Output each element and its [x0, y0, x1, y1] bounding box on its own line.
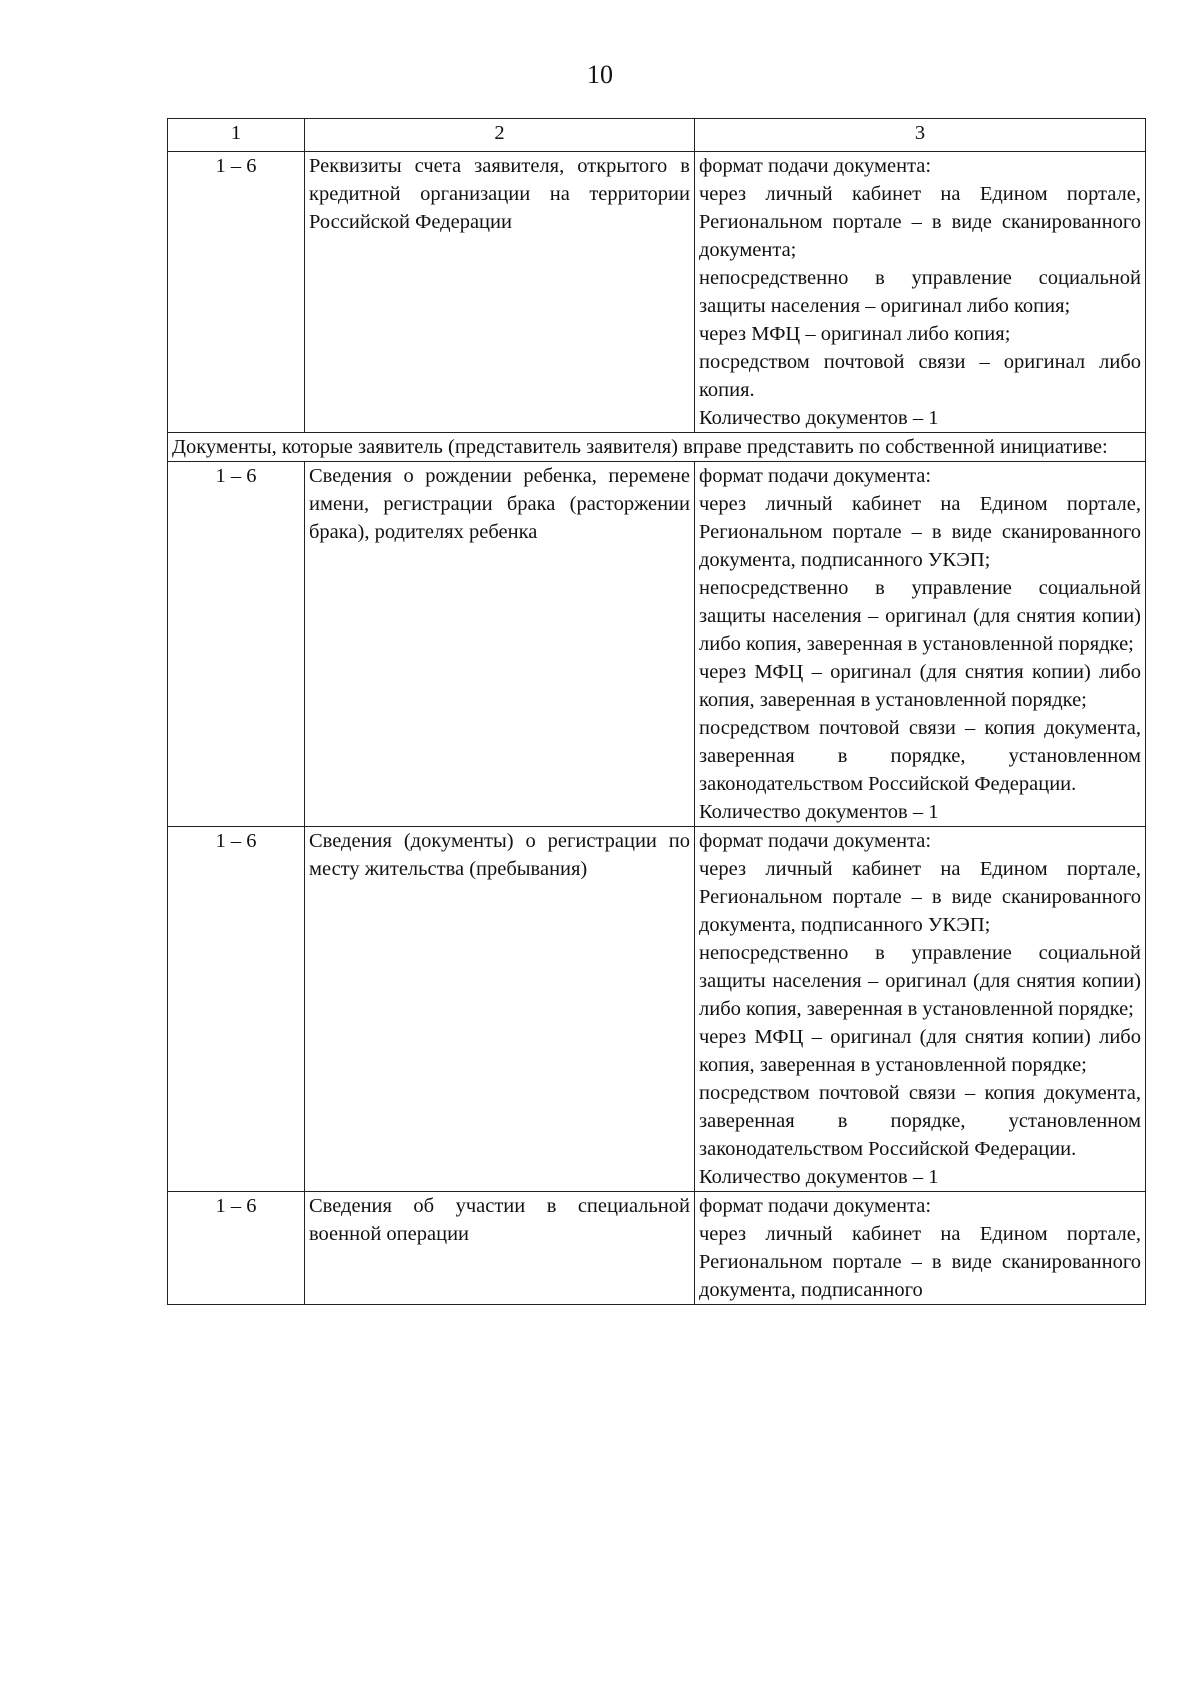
- table-row: [168, 1192, 1146, 1305]
- submission-ways: [695, 1192, 1146, 1305]
- ways-line: через МФЦ – оригинал (для снятия копии) либо копия, заверенная в установленной порядке;: [699, 1026, 1141, 1076]
- page-number: 10: [587, 60, 613, 89]
- table-header-row: [168, 119, 1146, 152]
- ways-line: Количество документов – 1: [699, 1166, 939, 1188]
- row-number: 1 – 6: [168, 827, 305, 1192]
- ways-line: непосредственно в управление социальной защиты населения – оригинал (для снятия копии) либо копия, заверенная в установленной порядке;: [699, 942, 1141, 1020]
- documents-table: [167, 118, 1146, 1305]
- ways-line: Количество документов – 1: [699, 407, 939, 429]
- section-row: [168, 433, 1146, 462]
- ways-line: формат подачи документа:: [699, 155, 932, 177]
- header-col-3: 3: [695, 119, 1146, 152]
- document-name: Сведения (документы) о регистрации по месту жительства (пребывания): [305, 827, 695, 1192]
- document-name: Реквизиты счета заявителя, открытого в кредитной организации на территории Российской Федерации: [305, 152, 695, 433]
- submission-ways: [695, 152, 1146, 433]
- row-number: 1 – 6: [168, 462, 305, 827]
- document-name: Сведения об участии в специальной военной операции: [305, 1192, 695, 1305]
- section-heading: Документы, которые заявитель (представитель заявителя) вправе представить по собственной инициативе:: [168, 433, 1146, 462]
- ways-line: формат подачи документа:: [699, 830, 932, 852]
- ways-line: формат подачи документа:: [699, 1195, 932, 1217]
- ways-line: формат подачи документа:: [699, 465, 932, 487]
- table-row: [168, 827, 1146, 1192]
- ways-line: Количество документов – 1: [699, 801, 939, 823]
- submission-ways: [695, 462, 1146, 827]
- ways-line: через личный кабинет на Едином портале, Региональном портале – в виде сканированного документа, подписанного: [699, 1223, 1141, 1301]
- table-row: [168, 152, 1146, 433]
- ways-line: через МФЦ – оригинал либо копия;: [699, 323, 1011, 345]
- document-name: Сведения о рождении ребенка, перемене имени, регистрации брака (расторжении брака), родителях ребенка: [305, 462, 695, 827]
- ways-line: через личный кабинет на Едином портале, Региональном портале – в виде сканированного документа, подписанного УКЭП;: [699, 493, 1141, 571]
- header-col-1: 1: [168, 119, 305, 152]
- table-row: [168, 462, 1146, 827]
- ways-line: посредством почтовой связи – копия документа, заверенная в порядке, установленном законодательством Российской Федерации.: [699, 1082, 1141, 1160]
- ways-line: посредством почтовой связи – оригинал либо копия.: [699, 351, 1141, 401]
- ways-line: через личный кабинет на Едином портале, Региональном портале – в виде сканированного документа, подписанного УКЭП;: [699, 858, 1141, 936]
- ways-line: непосредственно в управление социальной защиты населения – оригинал либо копия;: [699, 267, 1141, 317]
- ways-line: посредством почтовой связи – копия документа, заверенная в порядке, установленном законодательством Российской Федерации.: [699, 717, 1141, 795]
- ways-line: через личный кабинет на Едином портале, Региональном портале – в виде сканированного документа;: [699, 183, 1141, 261]
- submission-ways: [695, 827, 1146, 1192]
- row-number: 1 – 6: [168, 152, 305, 433]
- row-number: 1 – 6: [168, 1192, 305, 1305]
- ways-line: непосредственно в управление социальной защиты населения – оригинал (для снятия копии) либо копия, заверенная в установленной порядке;: [699, 577, 1141, 655]
- header-col-2: 2: [305, 119, 695, 152]
- ways-line: через МФЦ – оригинал (для снятия копии) либо копия, заверенная в установленной порядке;: [699, 661, 1141, 711]
